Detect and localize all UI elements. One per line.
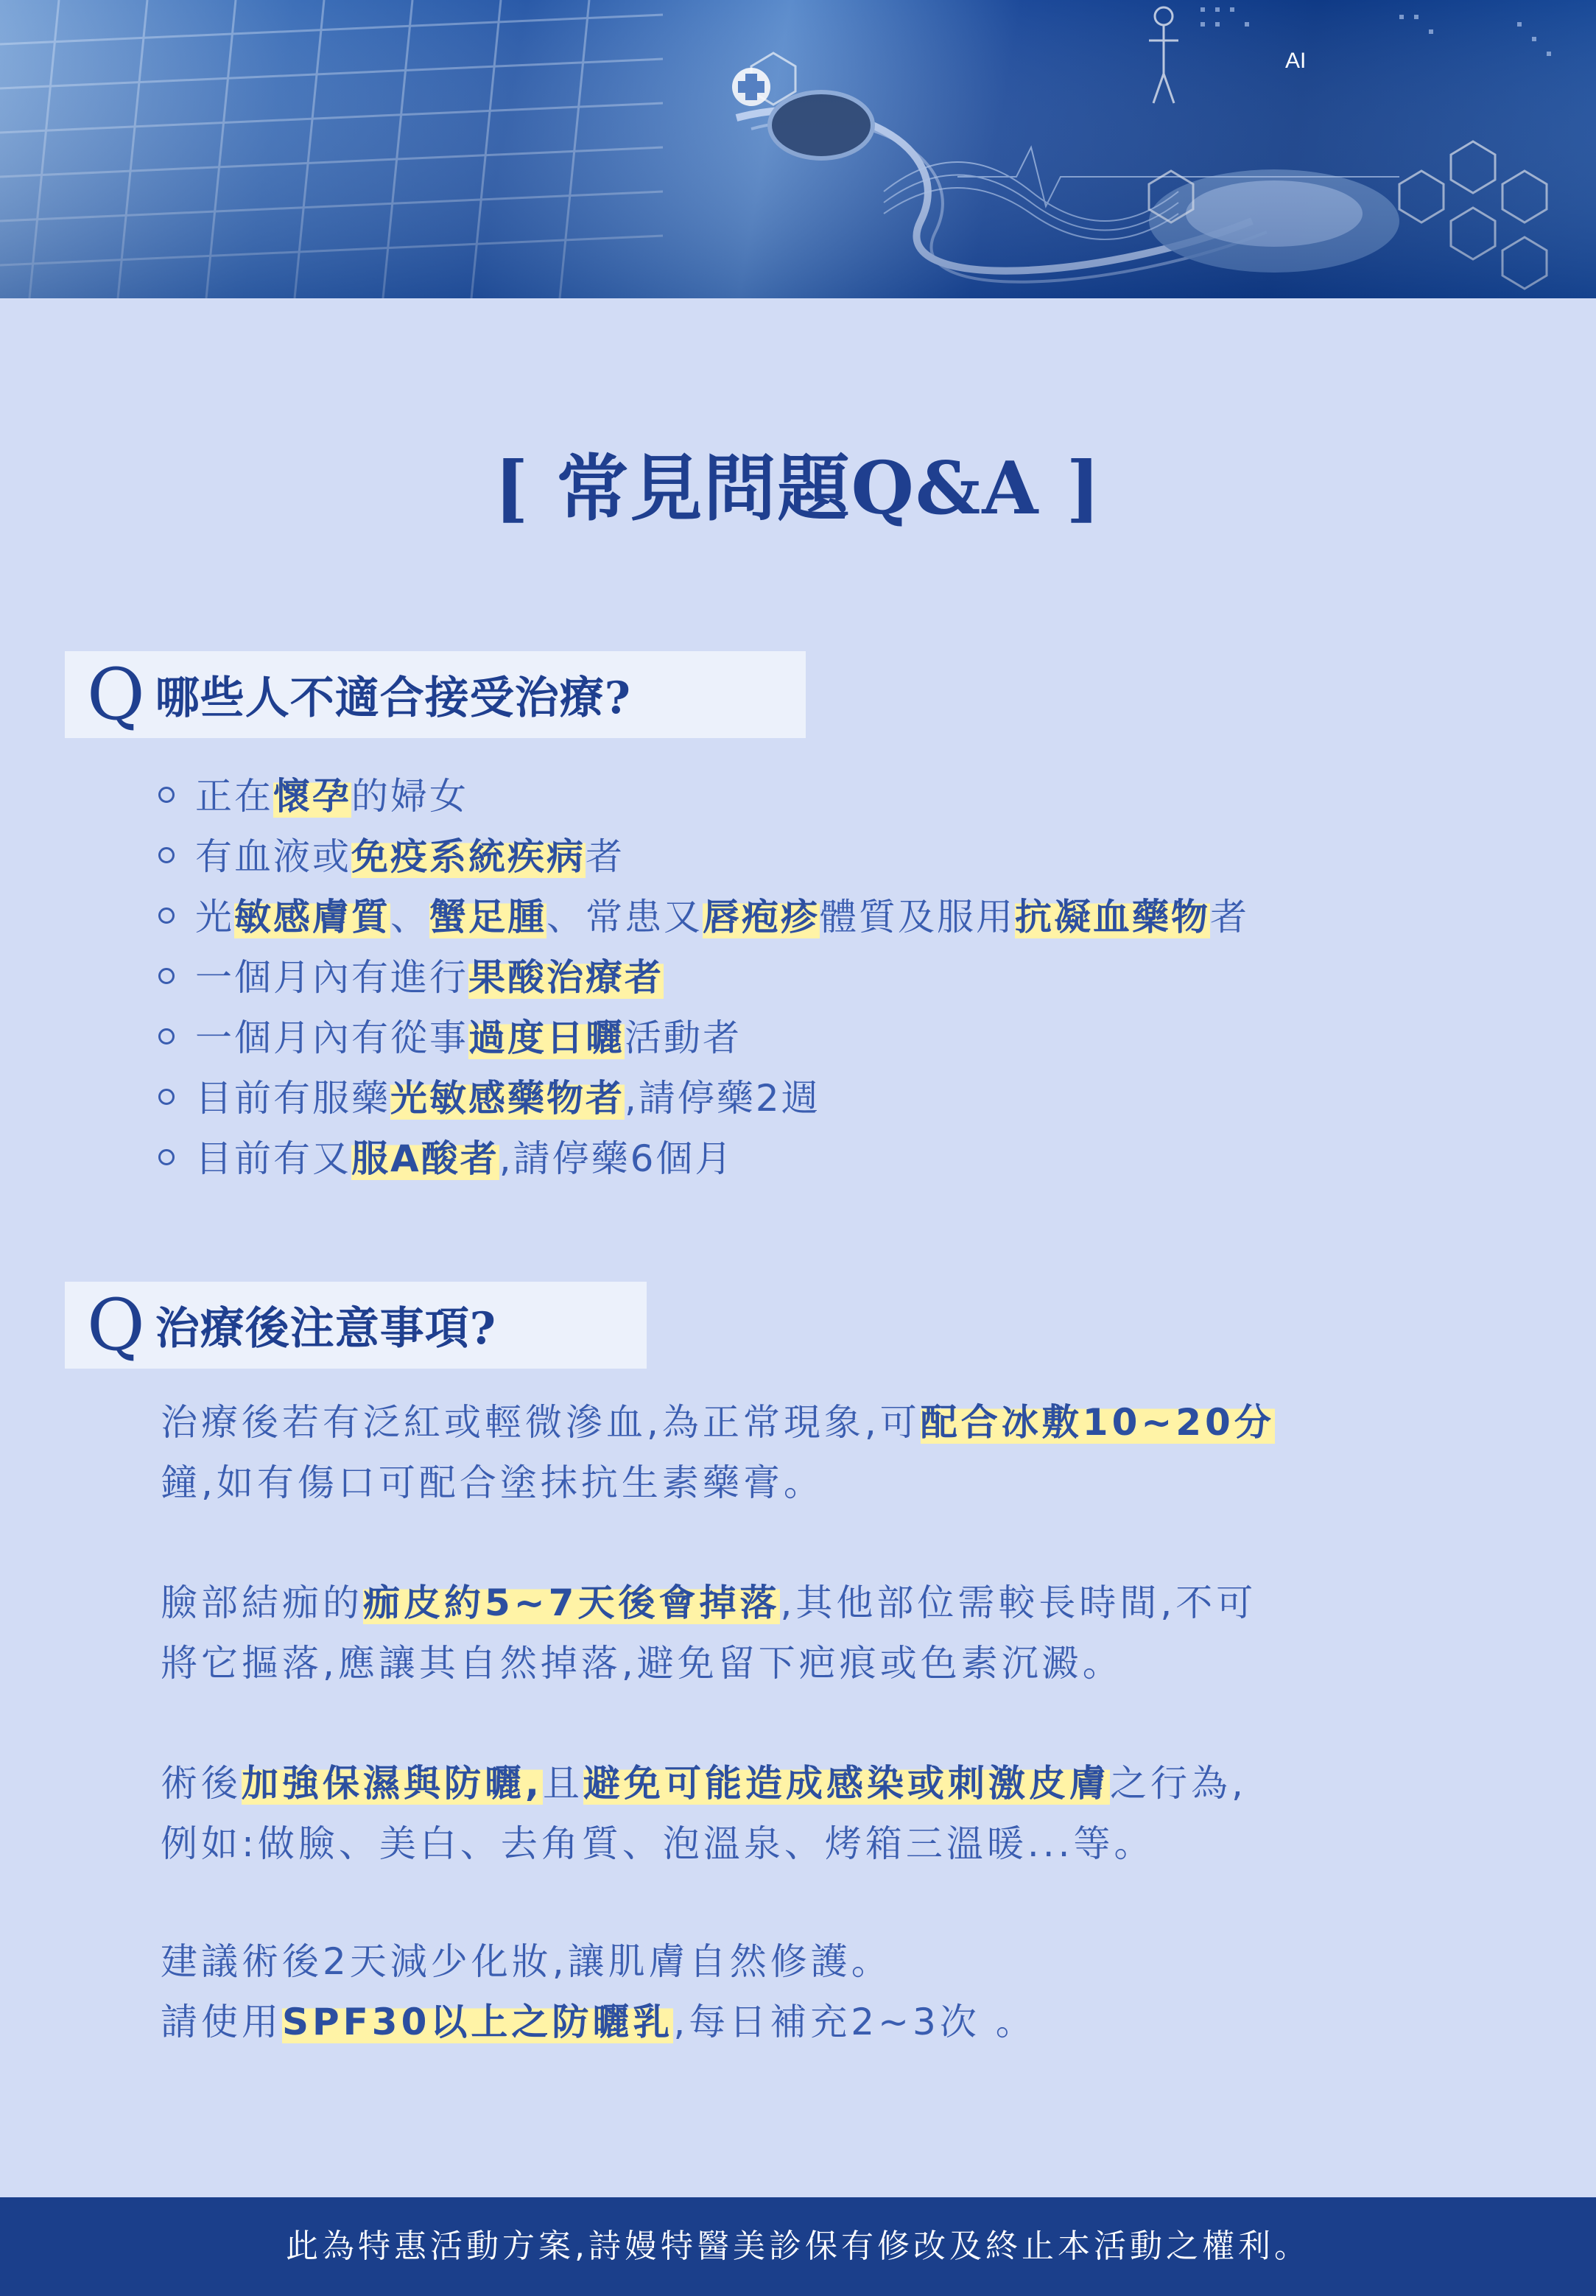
text-segment: 一個月內有從事 [195,1017,468,1059]
bullet-circle-icon [158,1028,175,1045]
text-segment: 者 [586,835,625,878]
section1-q-letter: Q [87,653,145,736]
highlighted-text: 服A酸者 [351,1137,499,1180]
highlighted-text: 敏感膚質 [234,896,390,938]
text-segment: 一個月內有進行 [195,956,468,999]
text-segment: 請使用 [161,2001,282,2043]
text-segment: 術後 [161,1762,242,1805]
paragraph-line [161,1392,1275,1453]
paragraph-line [161,1753,1247,1814]
contraindication-list [158,766,1249,1189]
text-segment: 正在 [195,775,273,818]
aftercare-paragraph [161,1573,1256,1693]
text-segment: ,其他部位需較長時間,不可 [780,1581,1257,1624]
text-segment: 、常患又 [546,896,703,938]
aftercare-paragraph [161,1753,1247,1874]
highlighted-text: 痂皮約5~7天後會掉落 [363,1581,781,1624]
highlighted-text: 避免可能造成感染或刺激皮膚 [583,1762,1110,1805]
bullet-circle-icon [158,907,175,924]
paragraph-line [161,1992,1036,2052]
text-segment: 臉部結痂的 [161,1581,363,1624]
text-segment: 目前有又 [195,1137,351,1180]
text-segment: 活動者 [625,1017,742,1059]
list-item [158,947,1249,1008]
text-segment: 光 [195,896,234,938]
bullet-circle-icon [158,968,175,984]
section2-q-letter: Q [87,1284,145,1366]
text-segment: 之行為, [1110,1762,1247,1805]
highlighted-text: 蟹足腫 [429,896,546,938]
text-segment: 者 [1210,896,1249,938]
header-banner [0,0,1596,298]
text-segment: 的婦女 [351,775,468,818]
paragraph-line [161,1573,1256,1633]
highlighted-text: SPF30以上之防曬乳 [282,2001,674,2043]
text-segment: 治療後若有泛紅或輕微滲血,為正常現象,可 [161,1401,921,1444]
list-item [158,826,1249,887]
highlighted-text: 配合冰敷10~20分 [920,1401,1275,1444]
text-segment: ,每日補充2~3次 。 [673,2001,1036,2043]
highlighted-text: 唇疱疹 [703,896,820,938]
list-item [158,1068,1249,1128]
text-segment: 且 [543,1762,583,1805]
aftercare-paragraph [161,1392,1275,1513]
bullet-circle-icon [158,1149,175,1165]
text-segment: 例如:做臉、美白、去角質、泡溫泉、烤箱三溫暖...等。 [161,1822,1155,1865]
text-segment: 將它摳落,應讓其自然掉落,避免留下疤痕或色素沉澱。 [161,1642,1123,1685]
section2-heading: 治療後注意事項? [155,1303,496,1355]
banner-ai-label: AI [1285,49,1307,73]
section2-heading-box [65,1282,647,1369]
text-segment: ,請停藥2週 [625,1077,820,1120]
paragraph-line [161,1814,1247,1874]
text-segment: ,請停藥6個月 [499,1137,734,1180]
text-segment: 、 [390,896,429,938]
paragraph-line [161,1633,1256,1693]
page-title: [ 常見問題Q&A ] [494,446,1102,531]
highlighted-text: 過度日曬 [468,1017,625,1059]
paragraph-line [161,1931,1036,1992]
list-item [158,1128,1249,1189]
bullet-circle-icon [158,787,175,803]
section1-heading-box [65,651,806,738]
paragraph-line [161,1453,1275,1513]
bullet-circle-icon [158,847,175,863]
text-segment: 建議術後2天減少化妝,讓肌膚自然修護。 [161,1940,892,1983]
highlighted-text: 免疫系統疾病 [351,835,586,878]
highlighted-text: 加強保濕與防曬, [242,1762,543,1805]
highlighted-text: 懷孕 [273,775,351,818]
highlighted-text: 抗凝血藥物 [1015,896,1210,938]
text-segment: 體質及服用 [820,896,1015,938]
aftercare-paragraph [161,1931,1036,2052]
list-item [158,887,1249,947]
highlighted-text: 光敏感藥物者 [390,1077,625,1120]
highlighted-text: 果酸治療者 [468,956,664,999]
list-item [158,766,1249,826]
text-segment: 鐘,如有傷口可配合塗抹抗生素藥膏。 [161,1461,824,1504]
text-segment: 目前有服藥 [195,1077,390,1120]
banner-graphic [0,0,1596,298]
section1-heading: 哪些人不適合接受治療? [155,673,631,724]
bullet-circle-icon [158,1089,175,1105]
list-item [158,1008,1249,1068]
footer-disclaimer: 此為特惠活動方案,詩嫚特醫美診保有修改及終止本活動之權利。 [0,2197,1596,2296]
text-segment: 有血液或 [195,835,351,878]
